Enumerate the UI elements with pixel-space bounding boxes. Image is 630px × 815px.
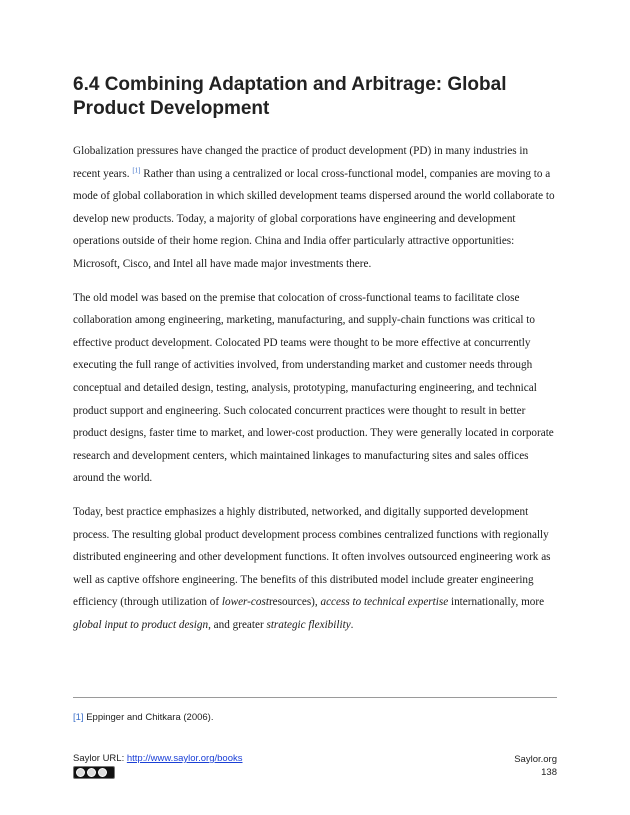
footer-right [514, 753, 557, 779]
cc-circle-icon [76, 768, 85, 777]
emphasis-global-input: global input to product design [73, 618, 209, 631]
saylor-books-link[interactable]: http://www.saylor.org/books [126, 753, 243, 764]
paragraph-1-text-a: Globalization pressures have changed the practice of product development (PD) in many industries in recent years. [73, 145, 529, 180]
by-circle-icon [87, 768, 96, 777]
footnote-ref-1[interactable]: [1] [132, 165, 141, 174]
footer-url [73, 753, 243, 764]
emphasis-lower-cost: lower-cost [221, 596, 269, 609]
paragraph-3-text-d: , and greater [208, 618, 267, 631]
emphasis-strategic-flexibility: strategic flexibility [266, 618, 351, 631]
footer-url-label: Saylor URL: [73, 753, 127, 764]
page-number: 138 [541, 767, 557, 778]
footnote-divider [73, 697, 557, 698]
footnote-number[interactable]: [1] [73, 712, 84, 723]
paragraph-1-text-b: Rather than using a centralized or local cross-functional model, companies are moving to a mode of global collaboration in which skilled development teams dispersed around the world collaborate to develop new products. Today, a majority of global corporations have engineering and development operations outside of their home region. China and India offer particularly attractive opportunities: Microsoft, Cisco, and Intel all have made major investments there. [73, 167, 555, 270]
paragraph-3-text-c: internationally, more [448, 596, 545, 609]
paragraph-3-text-b: resources), [268, 596, 321, 609]
paragraph-1 [73, 140, 557, 276]
creative-commons-icon [73, 766, 115, 779]
footnote-text: Eppinger and Chitkara (2006). [83, 712, 214, 723]
footer-site: Saylor.org [514, 754, 557, 765]
paragraph-3-text-e: . [350, 618, 354, 631]
paragraph-3-text-a: Today, best practice emphasizes a highly distributed, networked, and digitally supported development process. The resulting global product development process combines centralized functions with regionally distributed engineering and other development functions. It often involves outsourced engineering work as well as captive offshore engineering. The benefits of this distributed model include greater engineering efficiency (through utilization of [73, 505, 551, 609]
nc-circle-icon [98, 768, 107, 777]
footnote-1 [73, 712, 557, 723]
paragraph-3 [73, 501, 557, 637]
document-page [73, 0, 557, 815]
emphasis-technical-expertise: access to technical expertise [320, 596, 449, 609]
section-title: 6.4 Combining Adaptation and Arbitrage: Global Product Development [73, 74, 507, 119]
paragraph-2: The old model was based on the premise that colocation of cross-functional teams to facilitate close collaboration among engineering, marketing, manufacturing, and supply-chain functions was critical to effective product development. Colocated PD teams were thought to be more effective at concurrently executing the full range of activities involved, from understanding market and customer needs through conceptual and detailed design, testing, analysis, prototyping, manufacturing engineering, and technical product support and engineering. Such colocated concurrent practices were thought to result in better product designs, faster time to market, and lower-cost production. They were generally located in corporate research and development centers, which maintained linkages to manufacturing sites and sales offices around the world. [73, 291, 554, 485]
body-text [73, 140, 557, 647]
